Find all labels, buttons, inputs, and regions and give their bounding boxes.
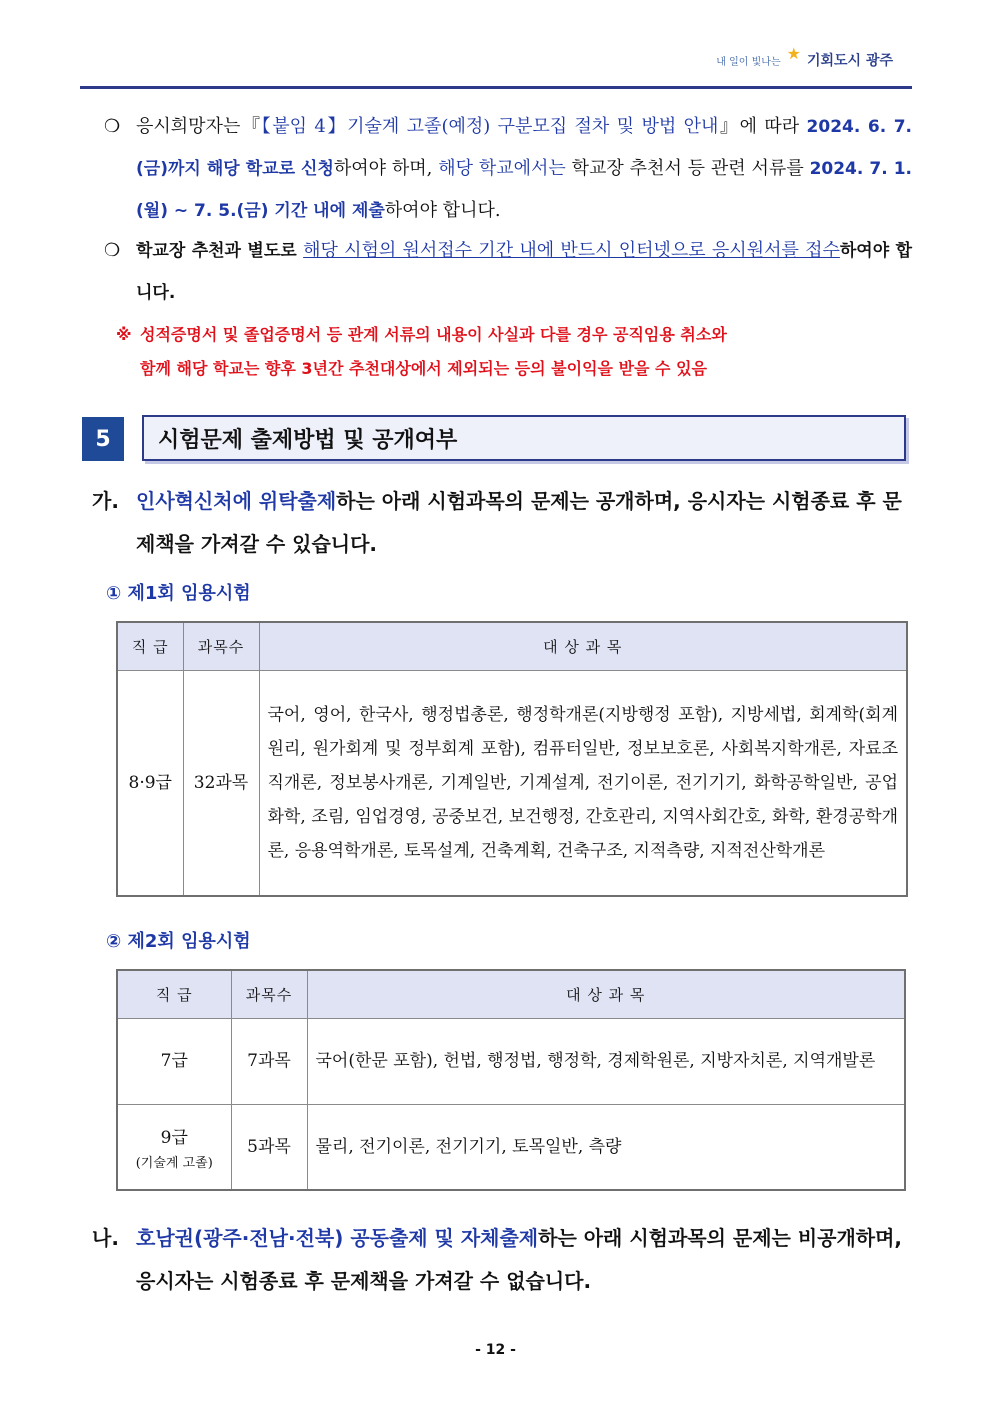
header-count: 과목수 [183, 622, 259, 670]
reference-mark-icon: ※ [116, 325, 132, 344]
header-slogan: 내 일이 빛나는 [716, 57, 781, 68]
table-row [117, 1104, 905, 1190]
item-na-text: 호남권(광주·전남·전북) 공동출제 및 자체출제하는 아래 시험과목의 문제는 비공개하며, 응시자는 시험종료 후 문제책을 가져갈 수 없습니다. [136, 1226, 903, 1293]
table-row [117, 670, 907, 896]
subjects-cell: 물리, 전기이론, 전기기기, 토목일반, 측량 [307, 1104, 905, 1190]
subjects-cell: 국어, 영어, 한국사, 행정법총론, 행정학개론(지방행정 포함), 지방세법, 회계학(회계원리, 원가회계 및 정부회계 포함), 컴퓨터일반, 정보보호론, 사회복지학개론, 자료조직개론, 정보봉사개론, 기계일반, 기계설계, 전기이론, 전기기기, 화학공학일반, 공업화학, 조림, 임업경영, 공중보건, 보건행정, 간호관리, 지역사회간호, 화학, 환경공학개론, 응용역학개론, 토목설계, 건축계획, 건축구조, 지적측량, 지적전산학개론 [259, 670, 907, 896]
round2-table [116, 969, 906, 1191]
page-number: - 12 - [475, 1342, 516, 1358]
item-na-label: 나. [92, 1226, 119, 1250]
bullet-application-text: 응시희망자는『【붙임 4】기술계 고졸(예정) 구분모집 절차 및 방법 안내』에 따라 2024. 6. 7.(금)까지 해당 학교로 신청하여야 하며, 해당 학교에서는 학교장 추천서 등 관련 서류를 2024. 7. 1.(월) ~ 7. 5.(금) 기간 내에 제출하여야 합니다. [136, 116, 913, 221]
round1-title: ① 제1회 임용시험 [106, 583, 251, 604]
bullet-application [104, 106, 912, 232]
section-title: 시험문제 출제방법 및 공개여부 [142, 415, 906, 461]
item-na [92, 1217, 912, 1303]
header-count: 과목수 [231, 970, 307, 1018]
count-cell: 5과목 [231, 1104, 307, 1190]
warning-notice [116, 318, 916, 386]
header-subjects: 대 상 과 목 [307, 970, 905, 1018]
grade-value: 9급 [160, 1127, 188, 1148]
header-subjects: 대 상 과 목 [259, 622, 907, 670]
grade-cell [117, 1104, 231, 1190]
notice-line-1: 성적증명서 및 졸업증명서 등 관계 서류의 내용이 사실과 다를 경우 공직임용 취소와 [140, 325, 727, 344]
round2-title: ② 제2회 임용시험 [106, 931, 251, 952]
header-divider [80, 86, 912, 89]
attachment-reference: 【붙임 4】기술계 고졸(예정) 구분모집 절차 및 방법 안내 [261, 116, 719, 137]
count-cell: 7과목 [231, 1018, 307, 1104]
round1-table [116, 621, 908, 897]
table-row [117, 1018, 905, 1104]
circle-bullet-icon: ❍ [104, 240, 121, 261]
item-ga [92, 480, 912, 566]
online-application-requirement: 해당 시험의 원서접수 기간 내에 반드시 인터넷으로 응시원서를 접수 [303, 240, 840, 261]
grade-cell: 7급 [117, 1018, 231, 1104]
section-number: 5 [82, 417, 124, 461]
submission-period: 2024. 7. 1.(월) ~ 7. 5.(금) 기간 내에 제출 [136, 159, 912, 221]
grade-cell: 8·9급 [117, 670, 183, 896]
grade-note: (기술계 고졸) [135, 1155, 213, 1171]
star-icon: ★ [786, 44, 801, 63]
application-deadline: 2024. 6. 7.(금)까지 해당 학교로 신청 [136, 117, 913, 179]
header-logo [716, 44, 893, 70]
header-city: 기회도시 광주 [806, 53, 893, 69]
bullet-online-text: 학교장 추천과 별도로 해당 시험의 원서접수 기간 내에 반드시 인터넷으로 응시원서를 접수하여야 합니다. [136, 240, 912, 303]
header-grade: 직 급 [117, 970, 231, 1018]
table-header-row [117, 970, 905, 1018]
table-header-row [117, 622, 907, 670]
bullet-online-application [104, 230, 912, 314]
count-cell: 32과목 [183, 670, 259, 896]
notice-line-2: 함께 해당 학교는 향후 3년간 추천대상에서 제외되는 등의 불이익을 받을 수 있음 [140, 359, 707, 378]
item-ga-label: 가. [92, 489, 119, 513]
subjects-cell: 국어(한문 포함), 헌법, 행정법, 행정학, 경제학원론, 지방자치론, 지역개발론 [307, 1018, 905, 1104]
item-ga-text: 인사혁신처에 위탁출제하는 아래 시험과목의 문제는 공개하며, 응시자는 시험종료 후 문제책을 가져갈 수 있습니다. [136, 489, 902, 556]
header-grade: 직 급 [117, 622, 183, 670]
circle-bullet-icon: ❍ [104, 116, 121, 137]
